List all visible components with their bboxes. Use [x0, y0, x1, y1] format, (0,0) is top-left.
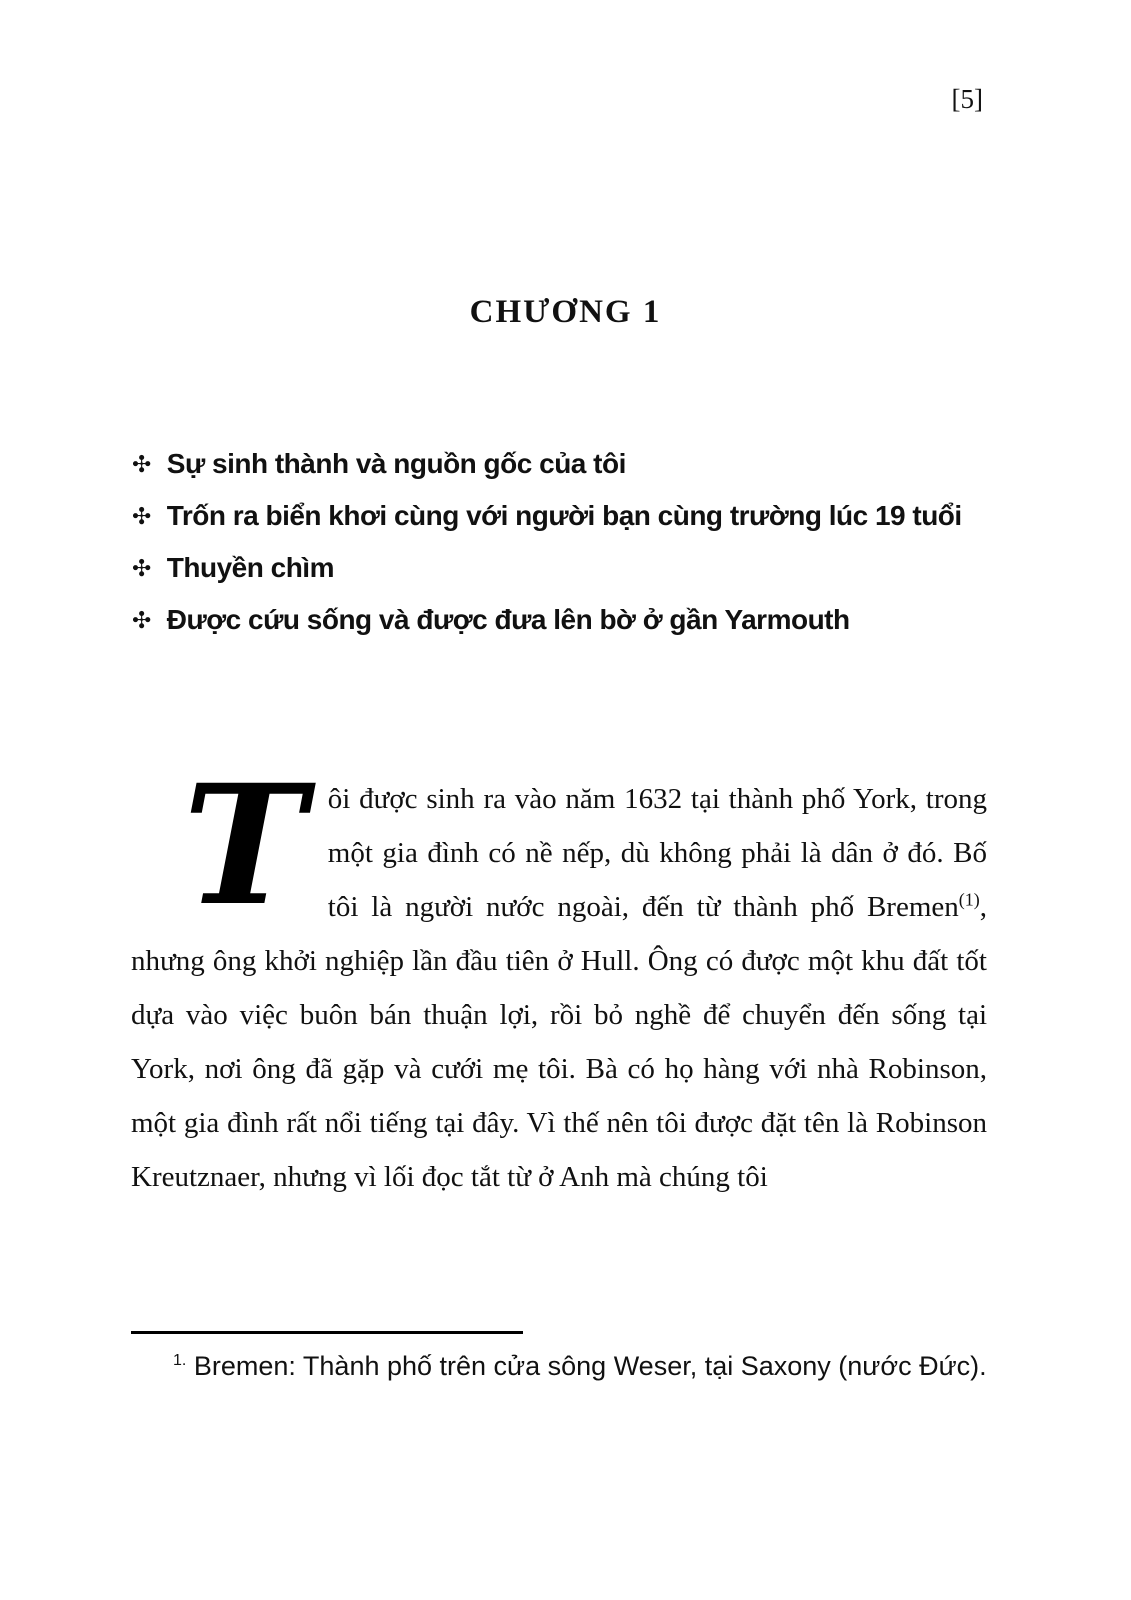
list-item [132, 594, 981, 646]
drop-cap-letter: T [183, 748, 306, 942]
footnote-ref-marker: (1) [958, 889, 980, 910]
list-item-label: Thuyền chìm [166, 552, 334, 583]
list-item-label: Sự sinh thành và nguồn gốc của tôi [166, 448, 626, 479]
footnote-divider [131, 1331, 523, 1334]
list-item [132, 490, 981, 542]
list-item-label: Được cứu sống và được đưa lên bờ ở gần Yarmouth [166, 604, 850, 635]
diamond-bullet-icon: ✣ [132, 503, 151, 529]
footnote-marker: 1. [173, 1352, 187, 1369]
list-item [132, 542, 981, 594]
list-item [132, 438, 981, 490]
footnote-text: Bremen: Thành phố trên cửa sông Weser, tại Saxony (nước Đức). [193, 1351, 987, 1381]
paragraph-text-after-ref: , nhưng ông khởi nghiệp lần đầu tiên ở Hull. Ông có được một khu đất tốt dựa vào việc buôn bán thuận lợi, rồi bỏ nghề để chuyển đến sống tại York, nơi ông đã gặp và cưới mẹ tôi. Bà có họ hàng với nhà Robinson, một gia đình rất nổi tiếng tại đây. Vì thế nên tôi được đặt tên là Robinson Kreutznaer, nhưng vì lối đọc tắt từ ở Anh mà chúng tôi [131, 891, 987, 1193]
footnote [131, 1344, 987, 1389]
chapter-summary-list [132, 438, 981, 646]
diamond-bullet-icon: ✣ [132, 555, 151, 581]
page-number: [5] [951, 84, 983, 114]
list-item-label: Trốn ra biển khơi cùng với người bạn cùng trường lúc 19 tuổi [166, 500, 962, 531]
diamond-bullet-icon: ✣ [132, 451, 151, 477]
diamond-bullet-icon: ✣ [132, 607, 151, 633]
body-paragraph [131, 748, 987, 1204]
chapter-title: CHƯƠNG 1 [469, 294, 662, 330]
paragraph-text-before-ref: ôi được sinh ra vào năm 1632 tại thành phố York, trong một gia đình có nề nếp, dù không phải là dân ở đó. Bố tôi là người nước ngoài, đến từ thành phố Bremen [327, 783, 987, 923]
